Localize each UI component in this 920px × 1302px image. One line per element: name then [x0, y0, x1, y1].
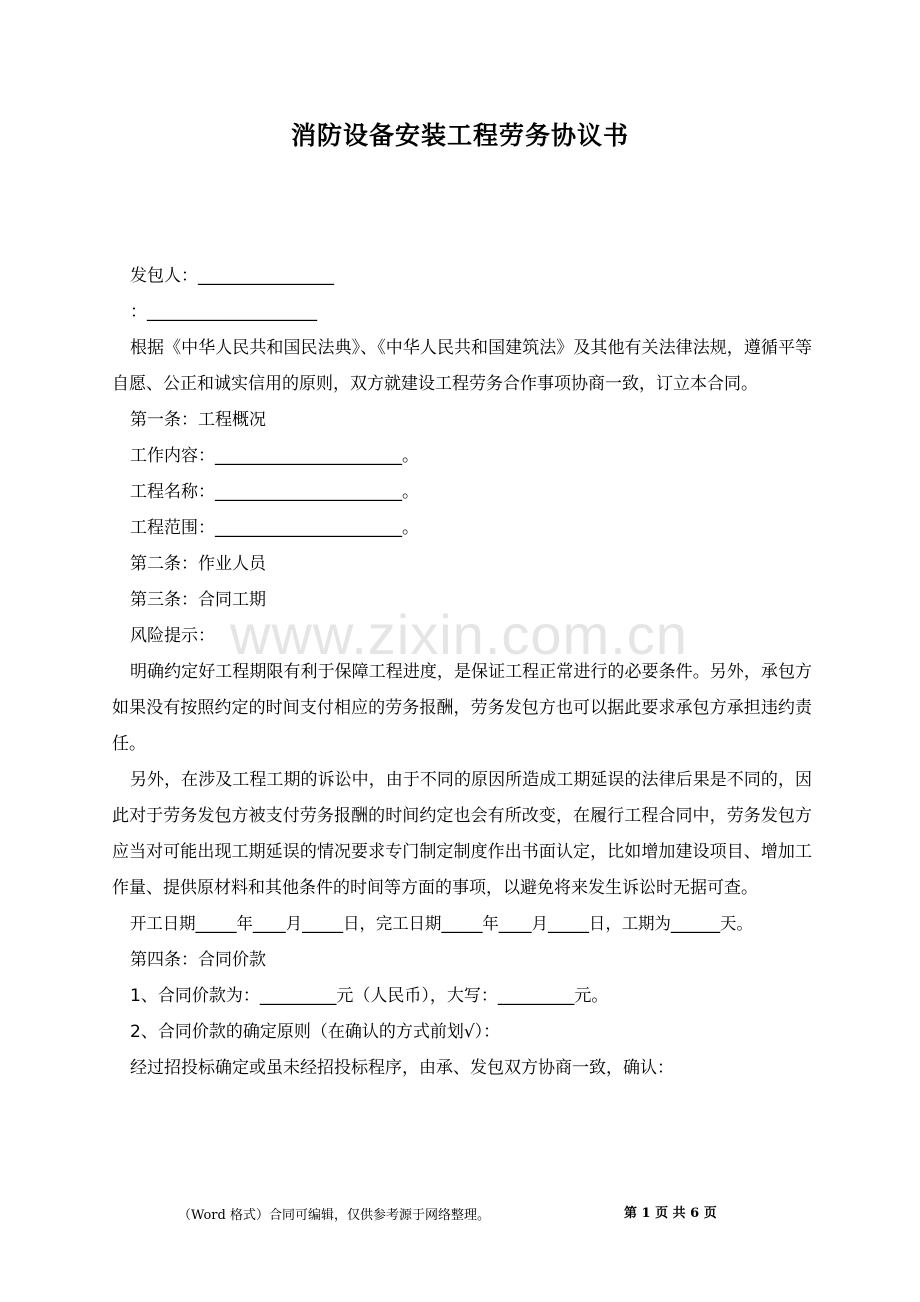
risk-paragraph-1: 明确约定好工程期限有利于保障工程进度，是保证工程正常进行的必要条件。另外，承包方如果没有按照约定的时间支付相应的劳务报酬，劳务发包方也可以据此要求承包方承担违约责任。 — [112, 662, 812, 754]
article-4-heading: 第四条：合同价款 — [130, 950, 266, 970]
risk-tip-heading: 风险提示： — [130, 626, 215, 646]
watermark: www.zixin.com.cn — [230, 603, 688, 666]
project-scope-line: 工程范围：______________________。 — [130, 518, 419, 538]
work-content-line: 工作内容：______________________。 — [130, 446, 419, 466]
price-line-2: 2、合同价款的确定原则（在确认的方式前划√）： — [130, 1022, 501, 1042]
confirmation-line: 经过招投标确定或虽未经招投标程序，由承、发包双方协商一致，确认： — [130, 1058, 674, 1078]
risk-paragraph-2: 另外，在涉及工程工期的诉讼中，由于不同的原因所造成工期延误的法律后果是不同的，因此对于劳务发包方被支付劳务报酬的时间约定也会有所改变，在履行工程合同中，劳务发包方应当对可能出现工期延误的情况要求专门制定制度作出书面认定，比如增加建设项目、增加工作量、提供原材料和其他条件的时间等方面的事项，以避免将来发生诉讼时无据可查。 — [112, 770, 812, 898]
employer-line: 发包人：________________ — [130, 266, 334, 286]
document-title: 消防设备安装工程劳务协议书 — [290, 121, 629, 150]
preamble-paragraph: 根据《中华人民共和国民法典》、《中华人民共和国建筑法》及其他有关法律法规，遵循平等自愿、公正和诚实信用的原则，双方就建设工程劳务合作事项协商一致，订立本合同。 — [112, 338, 812, 394]
article-1-heading: 第一条：工程概况 — [130, 410, 266, 430]
price-line-1: 1、合同价款为：_________元（人民币），大写：_________元。 — [130, 986, 609, 1006]
document-body — [112, 258, 812, 1086]
article-2-heading: 第二条：作业人员 — [130, 554, 266, 574]
contractor-line: ：____________________ — [130, 302, 317, 322]
article-3-heading: 第三条：合同工期 — [130, 590, 266, 610]
project-name-line: 工程名称：______________________。 — [130, 482, 419, 502]
schedule-line: 开工日期_____年____月_____日，完工日期_____年____月_____日，工期为______天。 — [130, 914, 753, 933]
page-indicator: 第 1 页 共 6 页 — [624, 1206, 717, 1221]
footer-note: （Word 格式）合同可编辑，仅供参考源于网络整理。 — [178, 1208, 490, 1223]
